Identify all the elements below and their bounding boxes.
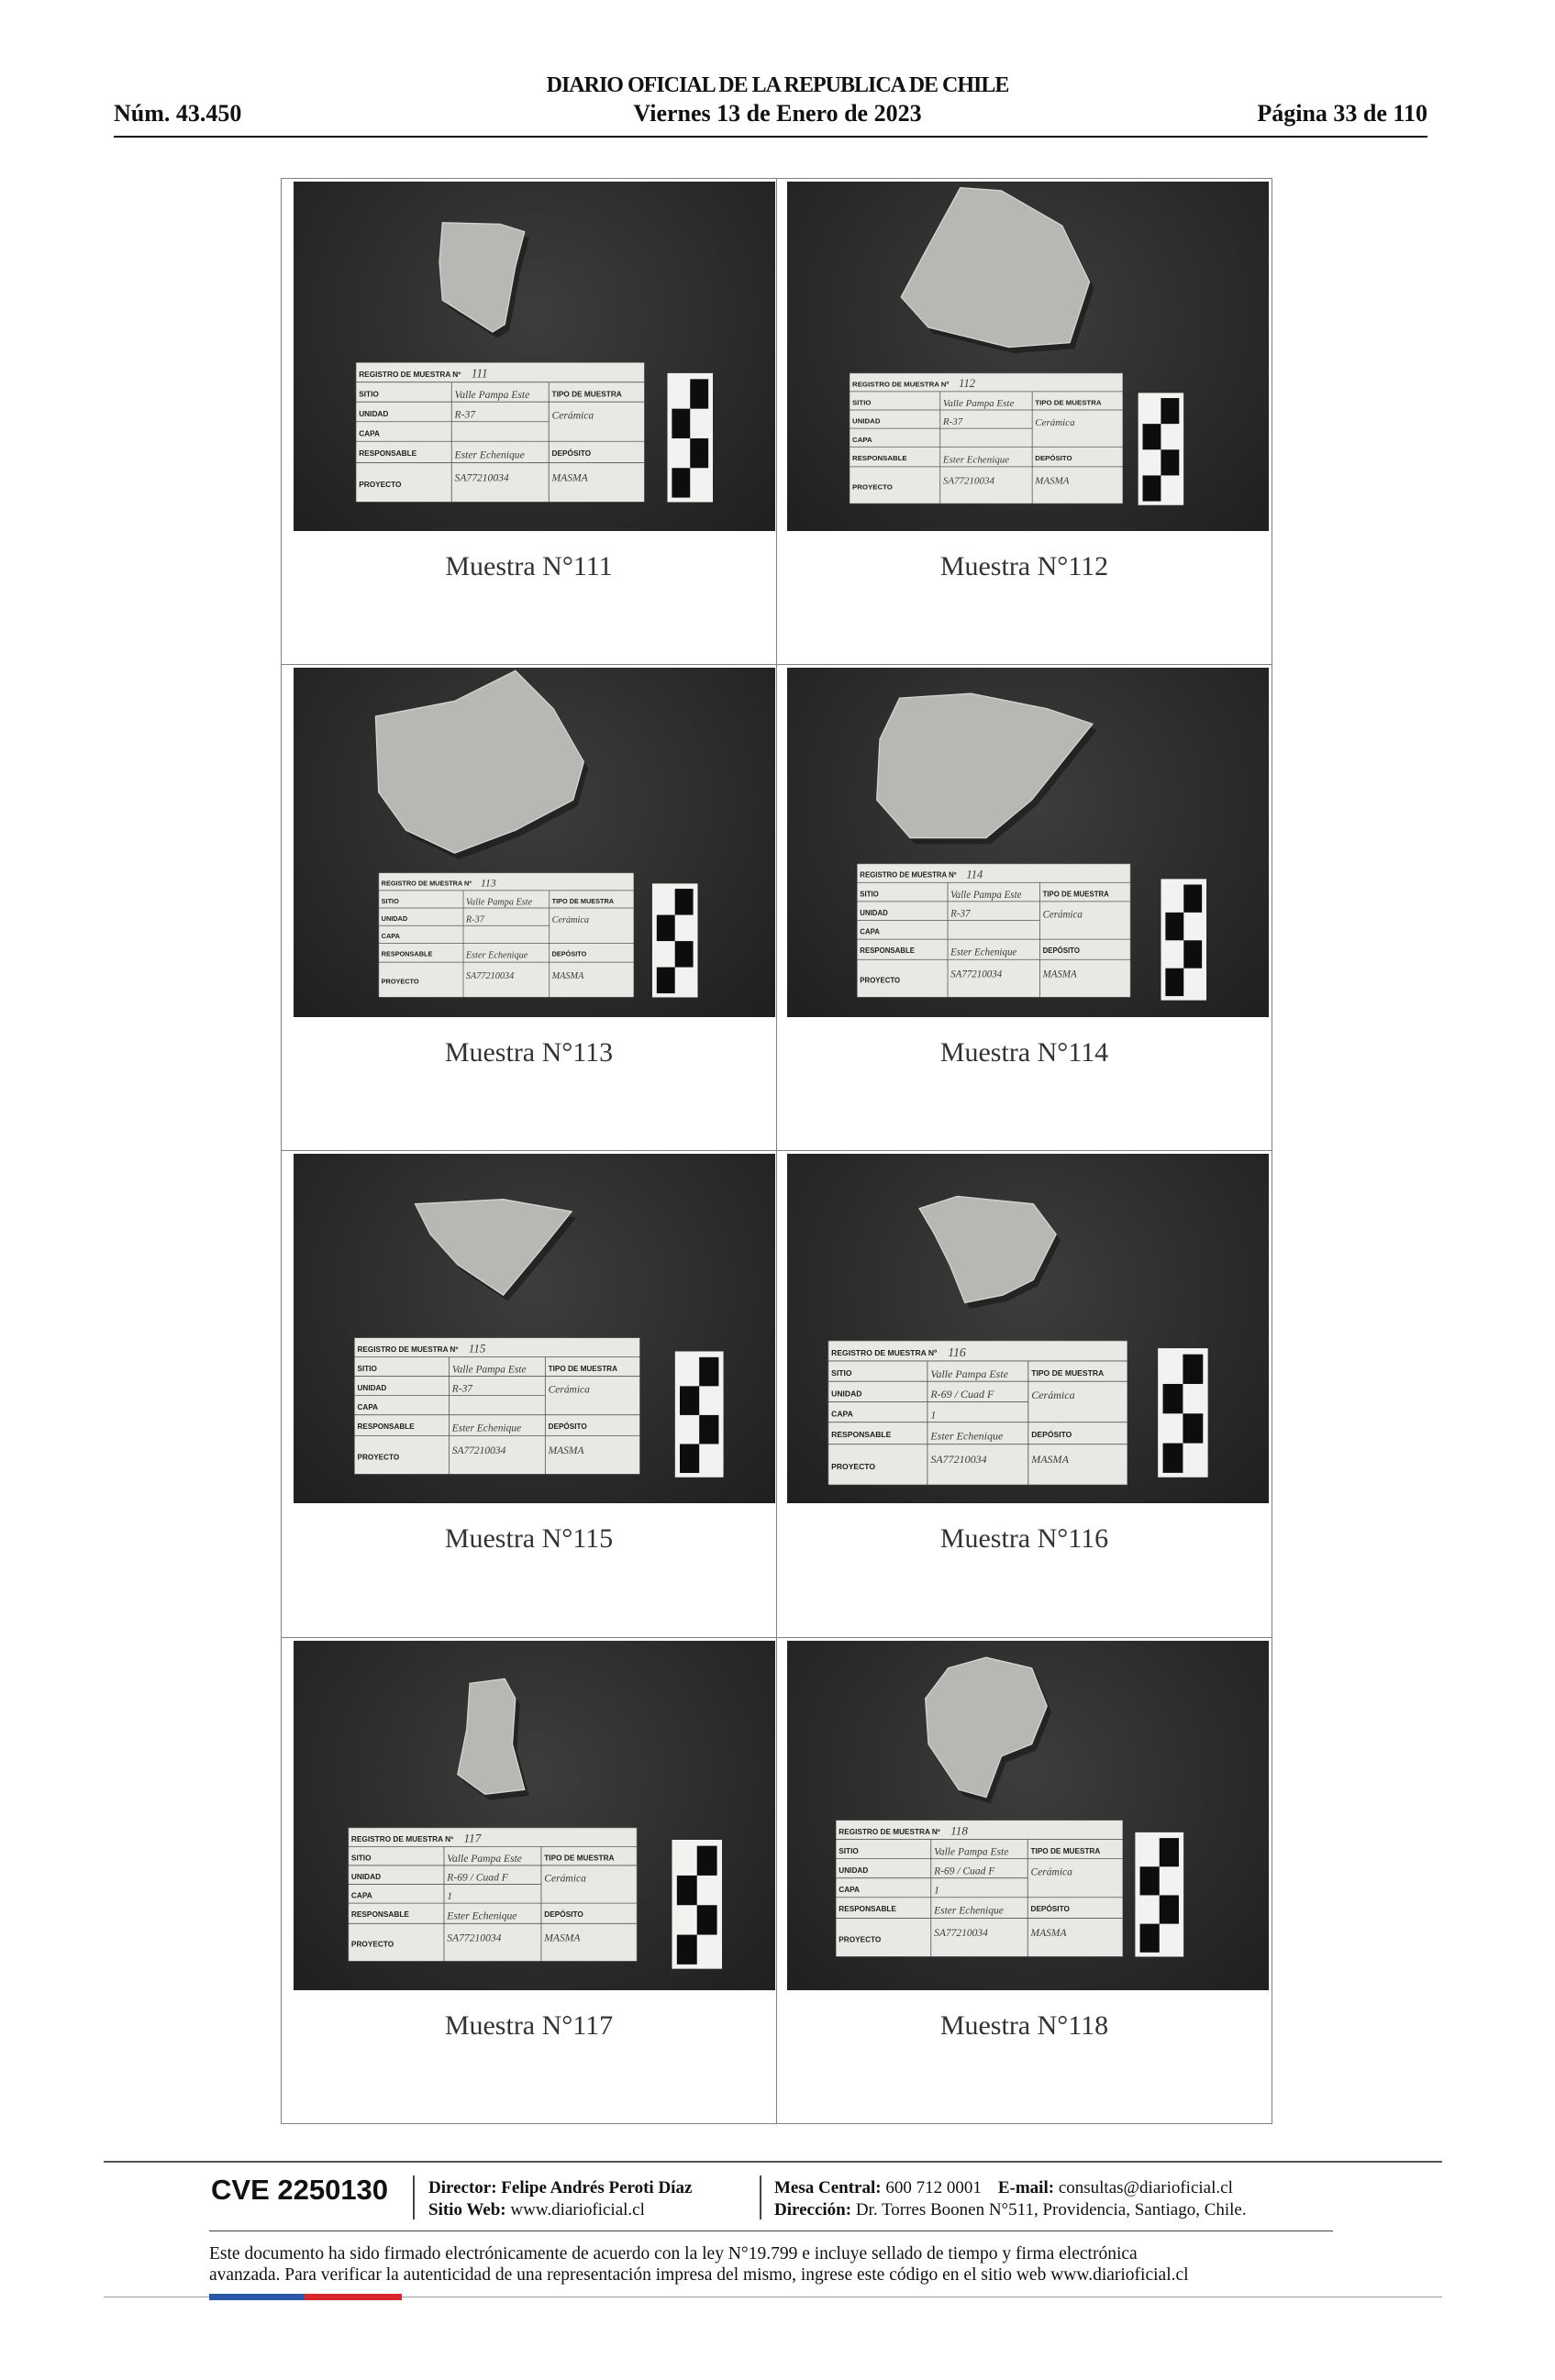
- card-sitio-label: SITIO: [839, 1846, 859, 1855]
- card-registro-label: REGISTRO DE MUESTRA Nº: [381, 879, 472, 888]
- card-sitio-value: Valle Pampa Este: [950, 889, 1022, 901]
- card-capa-label: CAPA: [357, 1403, 379, 1412]
- scale-block: [697, 1845, 717, 1875]
- card-capa-label: CAPA: [350, 1891, 372, 1900]
- signature-notice: [209, 2243, 1189, 2286]
- card-registro-label: REGISTRO DE MUESTRA Nº: [350, 1834, 454, 1843]
- scale-block: [1143, 475, 1161, 501]
- card-responsable-value: Ester Echenique: [950, 946, 1017, 958]
- sample-photo: [787, 668, 1269, 1017]
- card-proyecto-value: SA77210034: [447, 1932, 502, 1943]
- card-sample-number: 112: [959, 377, 976, 391]
- card-proyecto-label: PROYECTO: [350, 1940, 394, 1949]
- card-unidad-label: UNIDAD: [357, 1384, 387, 1392]
- sample-grid: [281, 178, 1272, 2124]
- flag-bar-blue: [209, 2294, 305, 2300]
- card-tipo-label: TIPO DE MUESTRA: [548, 1364, 617, 1373]
- scale-block: [1165, 912, 1183, 939]
- card-sitio-value: Valle Pampa Este: [930, 1367, 1009, 1380]
- card-unidad-value: R-37: [451, 1383, 473, 1395]
- ceramic-sherd: [926, 1657, 1047, 1797]
- card-registro-label: REGISTRO DE MUESTRA Nº: [852, 380, 950, 389]
- scale-block: [1140, 1923, 1160, 1952]
- scale-block: [1140, 1866, 1160, 1895]
- scale-bar: [1158, 1348, 1208, 1478]
- scale-block: [677, 1934, 697, 1964]
- scale-block: [1183, 1355, 1203, 1384]
- footer-director-block: [428, 2177, 692, 2221]
- card-proyecto-value: SA77210034: [465, 970, 515, 981]
- card-sitio-label: SITIO: [381, 896, 399, 905]
- email-address: consultas@diarioficial.cl: [1058, 2178, 1233, 2197]
- address-label: Dirección:: [774, 2200, 852, 2219]
- scale-block: [1183, 884, 1202, 912]
- ceramic-sherd: [901, 188, 1089, 348]
- scale-block: [1165, 968, 1183, 995]
- scale-block: [680, 1386, 699, 1415]
- card-tipo-value: Cerámica: [1030, 1866, 1072, 1877]
- card-unidad-label: UNIDAD: [860, 908, 888, 917]
- photo-canvas: [787, 1154, 1269, 1503]
- card-tipo-value: Cerámica: [548, 1384, 590, 1396]
- card-responsable-label: RESPONSABLE: [350, 1910, 409, 1919]
- card-tipo-value: Cerámica: [1031, 1389, 1075, 1402]
- card-tipo-label: TIPO DE MUESTRA: [551, 896, 615, 905]
- sample-panel: [777, 178, 1272, 665]
- card-capa-value: 1: [930, 1408, 937, 1422]
- card-deposito-label: DEPÓSITO: [544, 1910, 583, 1919]
- publication-title: DIARIO OFICIAL DE LA REPUBLICA DE CHILE: [546, 73, 1009, 97]
- sample-panel: [281, 665, 777, 1152]
- scale-bar: [1135, 1832, 1183, 1956]
- card-sample-number: 111: [471, 366, 488, 381]
- director-line: [428, 2177, 692, 2199]
- sample-photo: [787, 1641, 1269, 1990]
- card-proyecto-label: PROYECTO: [381, 977, 419, 986]
- signature-notice-line: avanzada. Para verificar la autenticidad de una representación impresa del mismo, ingrese este código en el sitio web www.diarioficial.cl: [209, 2265, 1189, 2285]
- card-tipo-label: TIPO DE MUESTRA: [551, 390, 622, 399]
- card-deposito-label: DEPÓSITO: [1035, 453, 1072, 462]
- footer-separator: [760, 2175, 761, 2219]
- card-sitio-label: SITIO: [831, 1368, 852, 1378]
- contact-line: [774, 2177, 1247, 2199]
- card-responsable-label: RESPONSABLE: [860, 946, 915, 955]
- card-unidad-value: R-69 / Cuad F: [930, 1388, 994, 1401]
- scale-block: [1161, 398, 1179, 424]
- card-capa-label: CAPA: [852, 435, 872, 444]
- card-responsable-label: RESPONSABLE: [381, 948, 433, 958]
- card-unidad-value: R-37: [465, 913, 484, 925]
- scale-bar: [652, 883, 698, 997]
- card-registro-label: REGISTRO DE MUESTRA Nº: [839, 1827, 940, 1836]
- card-sitio-value: Valle Pampa Este: [942, 398, 1015, 410]
- card-capa-label: CAPA: [831, 1409, 853, 1419]
- card-responsable-value: Ester Echenique: [447, 1910, 517, 1922]
- scale-block: [1143, 424, 1161, 449]
- card-capa-value: 1: [934, 1885, 939, 1897]
- ceramic-sherd: [375, 670, 583, 853]
- sample-photo: [294, 1154, 775, 1503]
- sample-caption: Muestra N°111: [445, 551, 613, 581]
- card-sitio-value: Valle Pampa Este: [447, 1853, 522, 1865]
- card-proyecto-value: SA77210034: [950, 968, 1003, 980]
- card-capa-label: CAPA: [381, 931, 400, 940]
- phone-label: Mesa Central:: [774, 2178, 882, 2197]
- footer-separator: [413, 2175, 415, 2219]
- sample-panel: [777, 1151, 1272, 1638]
- card-proyecto-label: PROYECTO: [860, 976, 901, 985]
- card-responsable-value: Ester Echenique: [942, 454, 1010, 466]
- card-responsable-value: Ester Echenique: [934, 1905, 1004, 1917]
- card-tipo-value: Cerámica: [551, 409, 594, 422]
- card-responsable-value: Ester Echenique: [930, 1429, 1004, 1443]
- card-sitio-label: SITIO: [357, 1364, 377, 1373]
- scale-block: [690, 438, 708, 468]
- page-number: Página 33 de 110: [1257, 100, 1427, 127]
- photo-canvas: [294, 1641, 775, 1990]
- card-unidad-label: UNIDAD: [839, 1865, 869, 1875]
- card-capa-label: CAPA: [839, 1885, 860, 1894]
- card-deposito-value: MASMA: [551, 970, 584, 981]
- sample-caption: Muestra N°116: [939, 1523, 1109, 1554]
- scale-block: [1160, 1895, 1179, 1923]
- scale-block: [1163, 1444, 1183, 1473]
- card-proyecto-label: PROYECTO: [852, 482, 893, 492]
- card-deposito-value: MASMA: [1030, 1927, 1067, 1939]
- label-card: [349, 1827, 638, 1961]
- sample-caption: Muestra N°117: [444, 2009, 614, 2041]
- label-card: [857, 863, 1130, 997]
- card-registro-label: REGISTRO DE MUESTRA Nº: [860, 870, 957, 880]
- card-sample-number: 114: [966, 867, 983, 881]
- sample-caption: Muestra N°112: [939, 551, 1109, 581]
- card-sitio-value: Valle Pampa Este: [451, 1364, 527, 1376]
- scale-block: [699, 1357, 718, 1387]
- scale-bar: [667, 373, 713, 503]
- sample-caption: Muestra N°115: [444, 1523, 614, 1554]
- scale-block: [657, 914, 675, 941]
- scale-block: [657, 967, 675, 993]
- footer-rule-top: [104, 2161, 1442, 2163]
- sample-caption: Muestra N°118: [939, 2009, 1109, 2041]
- director-label: Director:: [428, 2178, 497, 2197]
- card-tipo-value: Cerámica: [544, 1873, 586, 1884]
- sample-photo: [787, 1154, 1269, 1503]
- card-deposito-value: MASMA: [551, 471, 588, 484]
- card-deposito-value: MASMA: [1042, 968, 1077, 980]
- website-label: Sitio Web:: [428, 2200, 506, 2219]
- card-unidad-label: UNIDAD: [350, 1872, 382, 1881]
- scale-bar: [1161, 879, 1206, 1001]
- scale-block: [1183, 940, 1202, 968]
- scale-block: [1163, 1384, 1183, 1413]
- card-deposito-label: DEPÓSITO: [551, 449, 592, 459]
- card-deposito-label: DEPÓSITO: [1042, 946, 1080, 955]
- card-sitio-label: SITIO: [359, 390, 379, 399]
- card-unidad-value: R-69 / Cuad F: [934, 1865, 995, 1877]
- photo-canvas: [787, 182, 1269, 531]
- scale-block: [672, 409, 690, 438]
- card-unidad-label: UNIDAD: [852, 416, 881, 426]
- card-deposito-label: DEPÓSITO: [1030, 1904, 1070, 1913]
- flag-bar-red: [305, 2294, 402, 2300]
- header-rule: [114, 136, 1427, 138]
- photo-canvas: [294, 1154, 775, 1503]
- label-card: [379, 872, 634, 997]
- card-responsable-label: RESPONSABLE: [831, 1429, 892, 1439]
- scale-bar: [672, 1840, 722, 1969]
- photo-canvas: [294, 668, 775, 1017]
- address-line: [774, 2199, 1247, 2221]
- scale-block: [1161, 449, 1179, 475]
- sample-panel: [777, 665, 1272, 1152]
- card-unidad-label: UNIDAD: [359, 409, 389, 418]
- card-responsable-label: RESPONSABLE: [359, 449, 417, 459]
- card-sample-number: 118: [950, 1823, 968, 1838]
- card-sample-number: 116: [948, 1345, 966, 1359]
- card-responsable-label: RESPONSABLE: [357, 1422, 415, 1432]
- card-unidad-value: R-69 / Cuad F: [447, 1872, 508, 1884]
- card-proyecto-value: SA77210034: [451, 1445, 506, 1456]
- footer-contact-block: [774, 2177, 1247, 2221]
- card-sitio-label: SITIO: [350, 1854, 372, 1862]
- scale-block: [699, 1415, 718, 1445]
- photo-canvas: [787, 1641, 1269, 1990]
- card-proyecto-label: PROYECTO: [831, 1462, 876, 1472]
- card-capa-label: CAPA: [860, 927, 880, 936]
- card-registro-label: REGISTRO DE MUESTRA Nº: [831, 1348, 938, 1357]
- sample-photo: [294, 668, 775, 1017]
- card-sitio-value: Valle Pampa Este: [465, 896, 533, 907]
- card-unidad-label: UNIDAD: [831, 1389, 862, 1399]
- card-deposito-value: MASMA: [548, 1445, 584, 1456]
- scale-block: [672, 468, 690, 497]
- card-responsable-value: Ester Echenique: [465, 950, 528, 961]
- label-card: [828, 1341, 1127, 1485]
- card-deposito-value: MASMA: [544, 1932, 581, 1943]
- card-sample-number: 113: [481, 876, 496, 889]
- card-unidad-value: R-37: [454, 408, 476, 421]
- scale-block: [675, 889, 694, 915]
- scale-block: [690, 379, 708, 408]
- scale-block: [1160, 1838, 1179, 1866]
- card-deposito-value: MASMA: [1035, 475, 1070, 487]
- email-label: E-mail:: [997, 2178, 1055, 2197]
- website-url: www.diarioficial.cl: [510, 2200, 645, 2219]
- scale-block: [680, 1444, 699, 1473]
- card-capa-label: CAPA: [359, 429, 381, 438]
- card-tipo-label: TIPO DE MUESTRA: [1042, 889, 1109, 898]
- card-sitio-value: Valle Pampa Este: [934, 1846, 1009, 1858]
- director-name: Felipe Andrés Peroti Díaz: [501, 2178, 693, 2197]
- card-registro-label: REGISTRO DE MUESTRA Nº: [359, 370, 461, 379]
- card-proyecto-value: SA77210034: [942, 475, 995, 487]
- card-tipo-label: TIPO DE MUESTRA: [1031, 1368, 1105, 1378]
- label-card: [836, 1820, 1123, 1956]
- card-deposito-value: MASMA: [1031, 1453, 1069, 1467]
- card-responsable-value: Ester Echenique: [451, 1422, 522, 1434]
- scale-block: [677, 1875, 697, 1904]
- card-sitio-label: SITIO: [860, 889, 879, 898]
- card-tipo-value: Cerámica: [1035, 417, 1075, 428]
- card-capa-value: 1: [447, 1890, 453, 1902]
- card-unidad-label: UNIDAD: [381, 913, 408, 923]
- issue-number: Núm. 43.450: [114, 100, 242, 127]
- sample-panel: [777, 1638, 1272, 2125]
- scale-block: [1183, 1413, 1203, 1443]
- scale-bar: [1138, 393, 1184, 505]
- card-sitio-value: Valle Pampa Este: [454, 389, 530, 402]
- sample-photo: [294, 182, 775, 531]
- sample-photo: [787, 182, 1269, 531]
- issue-date: Viernes 13 de Enero de 2023: [633, 100, 922, 127]
- label-card: [356, 362, 645, 502]
- card-responsable-label: RESPONSABLE: [839, 1904, 896, 1913]
- card-sitio-label: SITIO: [852, 398, 872, 407]
- scale-block: [675, 941, 694, 968]
- card-sample-number: 115: [468, 1341, 486, 1356]
- card-tipo-label: TIPO DE MUESTRA: [1030, 1846, 1101, 1855]
- sample-panel: [281, 1151, 777, 1638]
- label-card: [354, 1337, 639, 1474]
- card-proyecto-label: PROYECTO: [357, 1453, 400, 1462]
- card-deposito-label: DEPÓSITO: [1031, 1429, 1072, 1439]
- card-unidad-value: R-37: [950, 907, 971, 920]
- card-tipo-value: Cerámica: [1042, 908, 1083, 920]
- sample-panel: [281, 178, 777, 665]
- card-responsable-value: Ester Echenique: [454, 448, 525, 461]
- label-card: [850, 373, 1123, 504]
- sample-photo: [294, 1641, 775, 1990]
- phone-number: 600 712 0001: [885, 2178, 982, 2197]
- signature-notice-line: Este documento ha sido firmado electrónicamente de acuerdo con la ley N°19.799 e incluye sellado de tiempo y firma electrónica: [209, 2244, 1138, 2264]
- card-proyecto-label: PROYECTO: [359, 480, 402, 489]
- card-proyecto-value: SA77210034: [454, 471, 509, 484]
- card-unidad-value: R-37: [942, 416, 963, 428]
- scale-bar: [675, 1351, 724, 1477]
- card-sample-number: 117: [463, 1831, 482, 1845]
- card-tipo-value: Cerámica: [551, 914, 590, 925]
- card-proyecto-value: SA77210034: [930, 1453, 987, 1467]
- cve-code: CVE 2250130: [211, 2174, 389, 2206]
- card-tipo-label: TIPO DE MUESTRA: [544, 1854, 615, 1862]
- card-proyecto-label: PROYECTO: [839, 1934, 882, 1943]
- card-proyecto-value: SA77210034: [934, 1927, 988, 1939]
- card-responsable-label: RESPONSABLE: [852, 453, 907, 462]
- sample-caption: Muestra N°114: [939, 1036, 1109, 1068]
- website-line: [428, 2199, 692, 2221]
- card-deposito-label: DEPÓSITO: [548, 1422, 587, 1432]
- card-registro-label: REGISTRO DE MUESTRA Nº: [357, 1345, 459, 1354]
- card-tipo-label: TIPO DE MUESTRA: [1035, 398, 1102, 407]
- photo-canvas: [787, 668, 1269, 1017]
- scale-block: [697, 1905, 717, 1934]
- card-deposito-label: DEPÓSITO: [551, 948, 587, 958]
- photo-canvas: [294, 182, 775, 531]
- sample-caption: Muestra N°113: [444, 1036, 614, 1068]
- address-value: Dr. Torres Boonen N°511, Providencia, Santiago, Chile.: [855, 2200, 1247, 2219]
- sample-panel: [281, 1638, 777, 2125]
